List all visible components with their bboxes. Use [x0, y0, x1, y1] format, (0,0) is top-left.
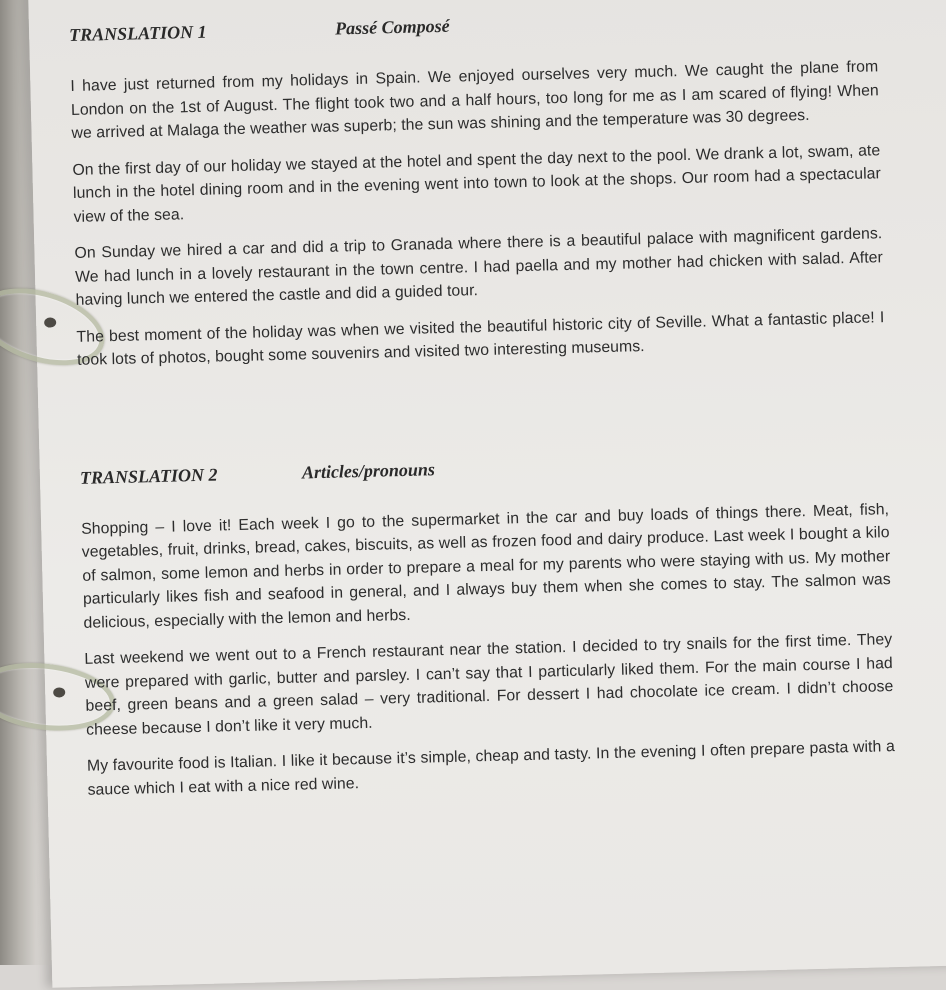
translation-2-heading: TRANSLATION 2: [79, 464, 218, 488]
paragraph: I have just returned from my holidays in Spain. We enjoyed ourselves very much. We caught the plane from London on the 1st of August. The flight took two and a half hours, too long for me as I am scared of flying! When we arrived at Malaga the weather was superb; the sun was shining and the temperature was 30 degrees.: [70, 58, 879, 142]
paragraph: Shopping – I love it! Each week I go to the supermarket in the car and buy loads of things there. Meat, fish, vegetables, fruit, drinks, bread, cakes, biscuits, as well as frozen food and dairy produce. Last week I bought a kilo of salmon, some lemon and herbs in order to prepare a meal for my parents who were staying with us. My mother particularly likes fish and seafood in general, and I always buy them when she comes to stay. The salmon was delicious, especially with the lemon and herbs.: [81, 500, 891, 632]
translation-2-section: [80, 448, 896, 802]
translation-2-heading-row: [80, 448, 888, 494]
paragraph: Last weekend we went out to a French restaurant near the station. I decided to try snails for the first time. They were prepared with garlic, butter and parsley. I can’t say that I particularly liked them. For the main course I had beef, green beans and a green salad – very traditional. For dessert I had chocolate ice cream. I didn’t choose cheese because I don’t like it very much.: [84, 631, 894, 739]
page-content: [69, 5, 896, 815]
translation-1-section: [69, 5, 885, 372]
paragraph: On the first day of our holiday we stayed at the hotel and spent the day next to the pool. We drank a lot, swam, ate lunch in the hotel dining room and in the evening went into town to look at the shops. Our room had a spectacular view of the sea.: [72, 141, 881, 226]
translation-2-topic: Articles/pronouns: [301, 458, 436, 482]
paragraph: My favourite food is Italian. I like it because it’s simple, cheap and tasty. In the evening I often prepare pasta with a sauce which I eat with a nice red wine.: [86, 738, 895, 799]
paragraph: The best moment of the holiday was when we visited the beautiful historic city of Seville. What a fantastic place! I took lots of photos, bought some souvenirs and visited two interesting museums.: [76, 308, 885, 369]
translation-1-heading-row: [69, 5, 877, 51]
translation-1-topic: Passé Composé: [334, 15, 450, 39]
paragraph: On Sunday we hired a car and did a trip to Granada where there is a beautiful palace with magnificent gardens. We had lunch in a lovely restaurant in the town centre. I had paella and my mother had chicken with salad. After having lunch we entered the castle and did a guided tour.: [74, 225, 884, 309]
translation-1-heading: TRANSLATION 1: [68, 21, 207, 46]
document-page: [28, 0, 946, 988]
